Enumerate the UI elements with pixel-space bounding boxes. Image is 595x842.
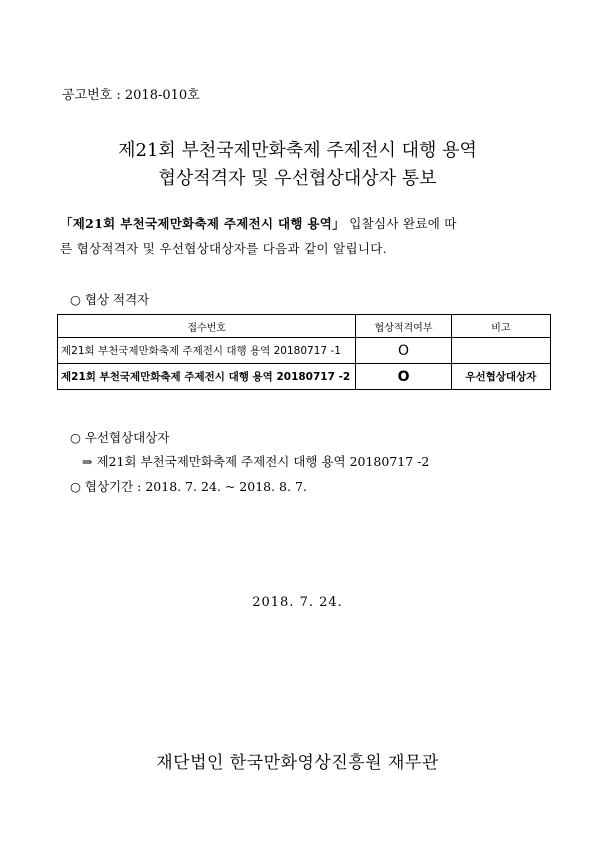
notice-number: 공고번호 : 2018-010호 xyxy=(62,88,200,103)
header-receipt-no: 접수번호 xyxy=(58,315,356,338)
row-receipt-no: 제21회 부천국제만화축제 주제전시 대행 용역 20180717 -1 xyxy=(58,338,356,364)
issuer: 재단법인 한국만화영상진흥원 재무관 xyxy=(156,753,439,773)
table-row xyxy=(58,364,551,390)
row-note: 우선협상대상자 xyxy=(451,364,550,390)
table-row xyxy=(58,338,551,364)
intro-line-1 xyxy=(60,214,555,232)
row-qualified-mark: O xyxy=(356,338,451,364)
row-note xyxy=(451,338,550,364)
notice-date: 2018. 7. 24. xyxy=(252,595,343,610)
table-header-row xyxy=(58,315,551,338)
negotiation-period: ○ 협상기간 : 2018. 7. 24. ~ 2018. 8. 7. xyxy=(70,479,307,494)
row-qualified-mark: O xyxy=(356,364,451,390)
title-line-1: 제21회 부천국제만화축제 주제전시 대행 용역 xyxy=(118,140,477,161)
header-qualified: 협상적격여부 xyxy=(356,315,451,338)
qualified-table xyxy=(57,314,551,390)
title-line-2: 협상적격자 및 우선협상대상자 통보 xyxy=(158,168,437,189)
project-name: 「제21회 부천국제만화축제 주제전시 대행 용역」 xyxy=(60,216,345,231)
preferred-bidder: ⇒ 제21회 부천국제만화축제 주제전시 대행 용역 20180717 -2 xyxy=(82,454,430,469)
header-note: 비고 xyxy=(451,315,550,338)
intro-line-2: 른 협상적격자 및 우선협상대상자를 다음과 같이 알립니다. xyxy=(60,241,387,256)
row-receipt-no: 제21회 부천국제만화축제 주제전시 대행 용역 20180717 -2 xyxy=(58,364,356,390)
section-preferred: ○ 우선협상대상자 xyxy=(70,430,170,445)
intro-line-1-rest: 입찰심사 완료에 따 xyxy=(344,216,457,231)
section-qualified: ○ 협상 적격자 xyxy=(70,292,150,307)
